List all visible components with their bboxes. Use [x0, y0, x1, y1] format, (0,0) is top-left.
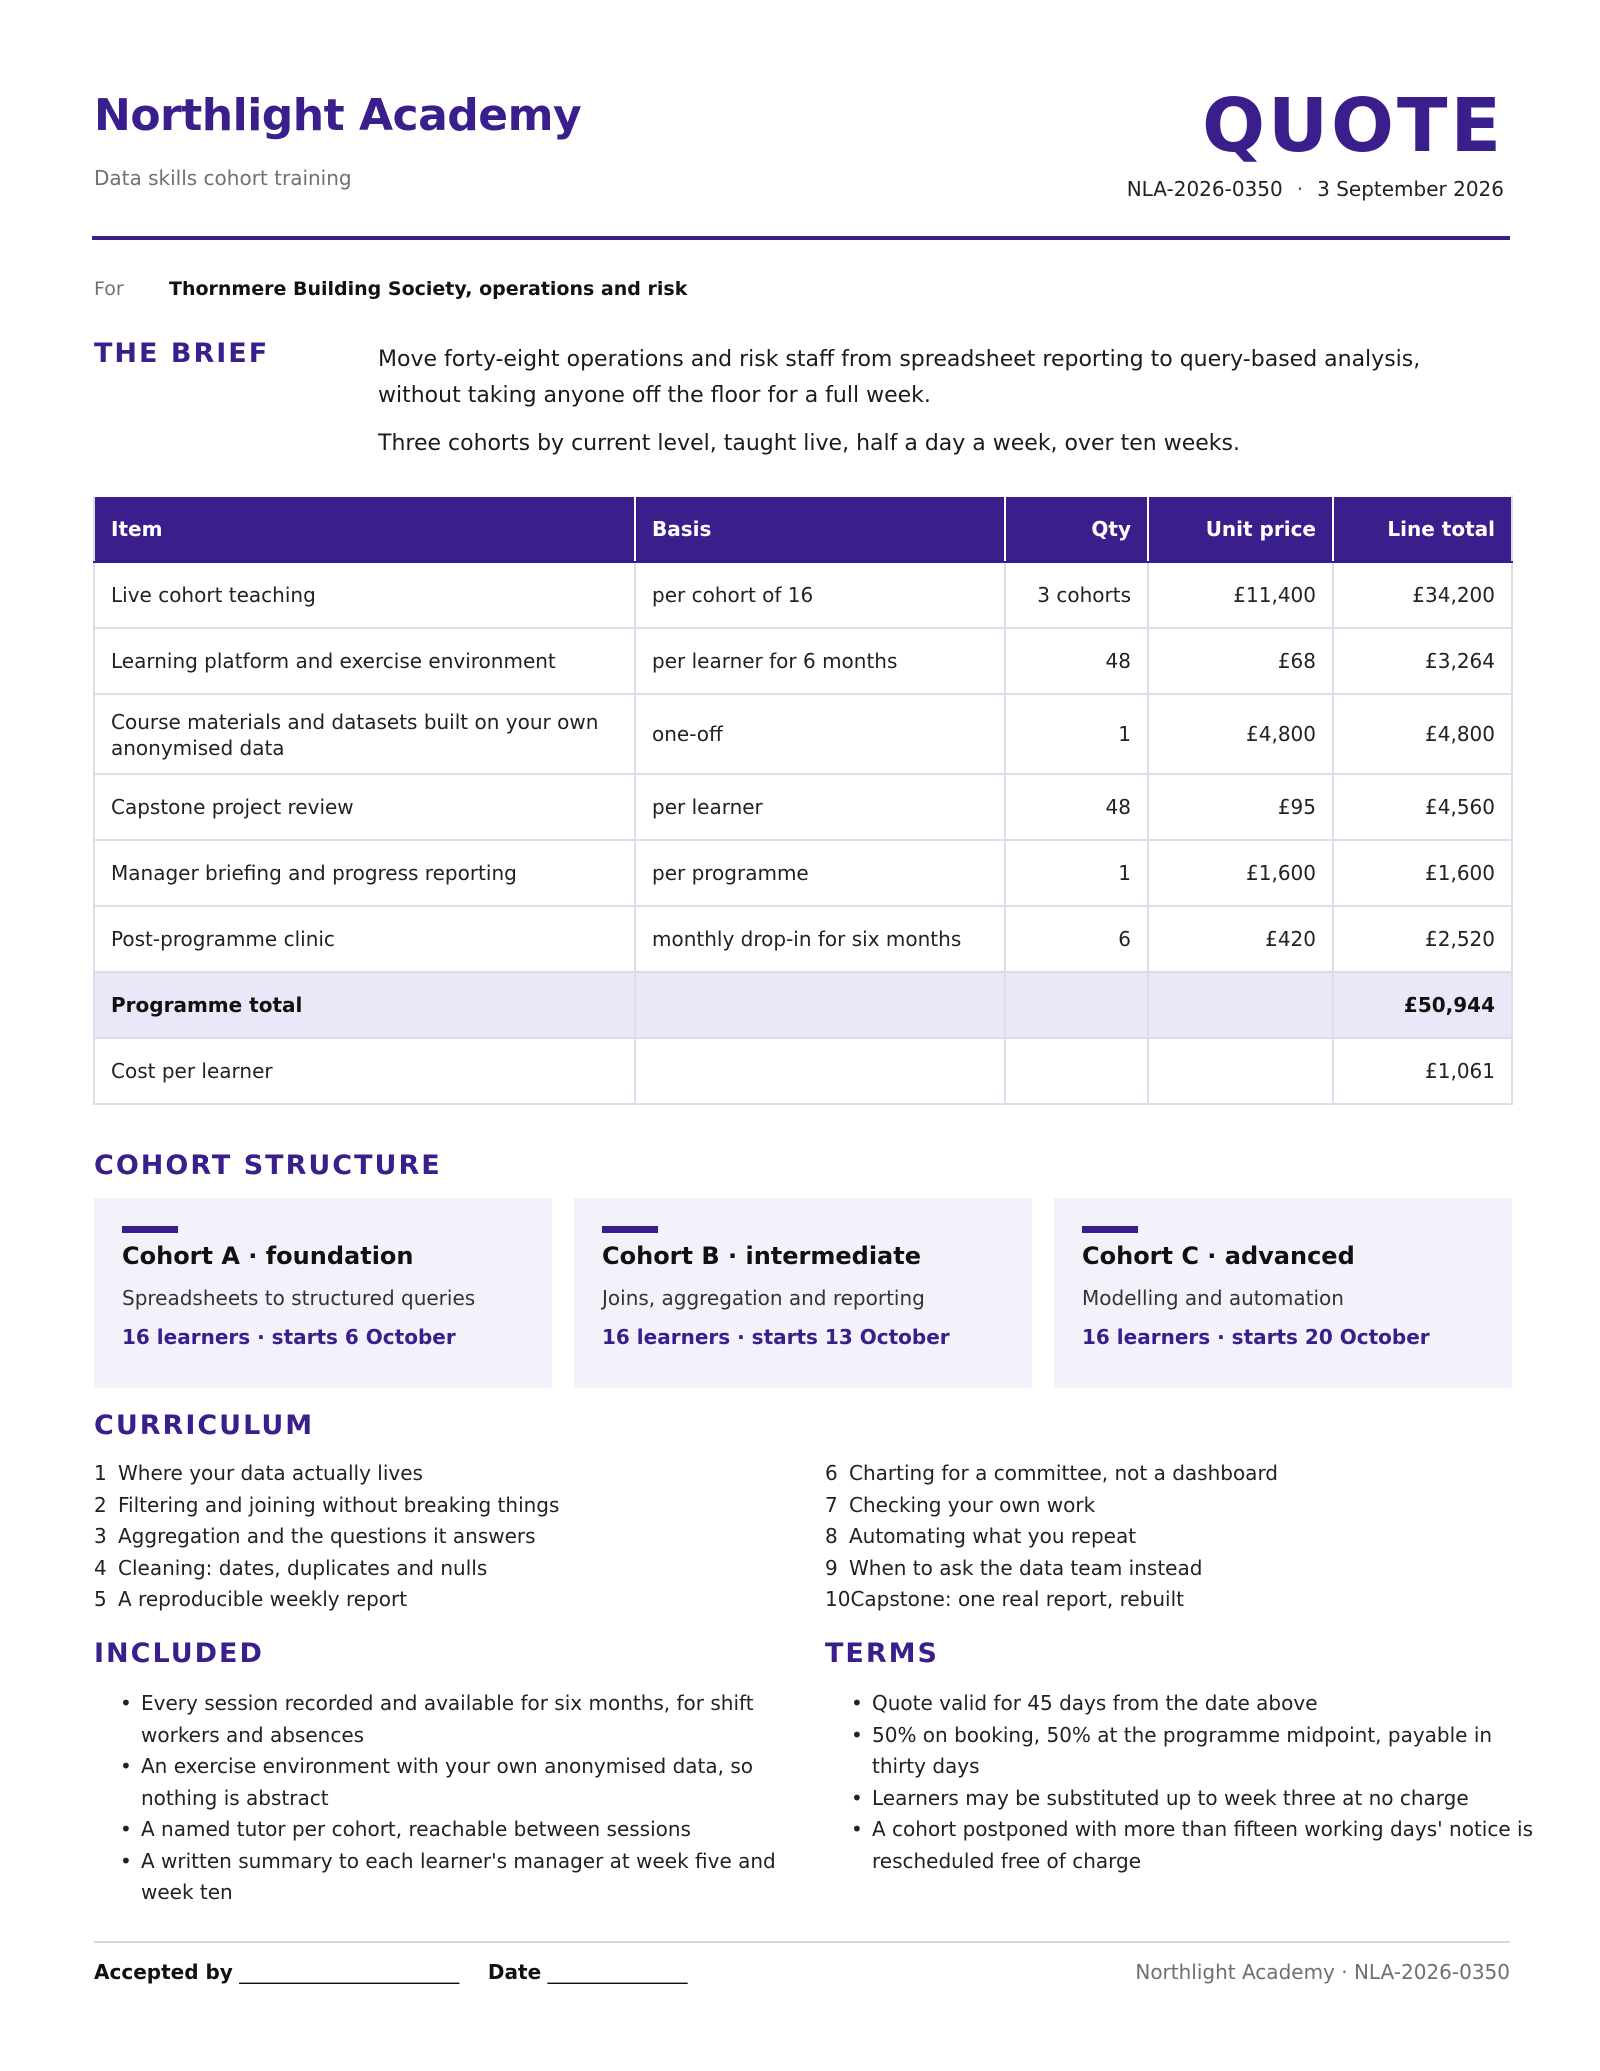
- acceptance-line: [94, 1960, 688, 1984]
- cell-line-total: £1,600: [1333, 840, 1512, 906]
- cell-qty: 48: [1005, 774, 1148, 840]
- cohort-description: Spreadsheets to structured queries: [122, 1286, 476, 1310]
- empty-cell: [1148, 1038, 1333, 1104]
- module-title: Cleaning: dates, duplicates and nulls: [118, 1555, 488, 1580]
- module-number: 5: [94, 1587, 107, 1611]
- included-item: • Every session recorded and available for six months, for shift workers and absences: [94, 1688, 814, 1751]
- cell-qty: 1: [1005, 694, 1148, 774]
- brand-name: Northlight Academy: [94, 90, 582, 141]
- cell-line-total: £4,800: [1333, 694, 1512, 774]
- module-number: 3: [94, 1524, 107, 1548]
- cell-qty: 48: [1005, 628, 1148, 694]
- cell-basis: one-off: [635, 694, 1005, 774]
- brief-paragraph: Move forty-eight operations and risk staff from spreadsheet reporting to query-based analysis, without taking anyone off the floor for a full week.: [378, 347, 1421, 408]
- terms-list: [825, 1688, 1540, 1877]
- document-type-title: QUOTE: [1202, 83, 1504, 169]
- module-number: 9: [825, 1555, 838, 1580]
- empty-cell: [635, 1038, 1005, 1104]
- cohort-card: [94, 1198, 552, 1388]
- cell-unit-price: £4,800: [1148, 694, 1333, 774]
- cell-basis: per cohort of 16: [635, 562, 1005, 628]
- footer-reference: Northlight Academy · NLA-2026-0350: [1135, 1960, 1510, 1984]
- accepted-by-label: Accepted by: [94, 1960, 233, 1984]
- module-title: When to ask the data team instead: [849, 1555, 1203, 1580]
- curriculum-item: [825, 1553, 1278, 1585]
- cell-qty: 1: [1005, 840, 1148, 906]
- curriculum-item: [825, 1490, 1278, 1522]
- curriculum-item: [825, 1458, 1278, 1490]
- module-title: A reproducible weekly report: [118, 1587, 408, 1611]
- table-row: [94, 906, 1512, 972]
- cell-item: Learning platform and exercise environment: [94, 628, 635, 694]
- column-header-basis: Basis: [635, 496, 1005, 562]
- curriculum-heading: CURRICULUM: [94, 1410, 315, 1441]
- table-row: [94, 840, 1512, 906]
- client-name: Thornmere Building Society, operations and risk: [169, 278, 688, 300]
- header-divider: [92, 236, 1510, 240]
- column-header-item: Item: [94, 496, 635, 562]
- column-header-qty: Qty: [1005, 496, 1148, 562]
- cohort-accent-bar: [122, 1226, 178, 1233]
- included-item: • An exercise environment with your own anonymised data, so nothing is abstract: [94, 1751, 814, 1814]
- for-label: For: [94, 278, 124, 300]
- table-header-row: [94, 496, 1512, 562]
- pricing-table: [93, 495, 1513, 1105]
- module-number: 4: [94, 1555, 107, 1580]
- curriculum-item: [94, 1458, 559, 1490]
- table-row: [94, 562, 1512, 628]
- cell-qty: 6: [1005, 906, 1148, 972]
- cell-line-total: £34,200: [1333, 562, 1512, 628]
- module-title: Filtering and joining without breaking things: [118, 1492, 560, 1517]
- cohort-title: Cohort A · foundation: [122, 1242, 414, 1270]
- module-number: 10: [825, 1587, 851, 1611]
- date-line[interactable]: ______________: [547, 1960, 688, 1984]
- included-item: • A written summary to each learner's manager at week five and week ten: [94, 1846, 814, 1909]
- module-title: Aggregation and the questions it answers: [118, 1524, 536, 1548]
- cohort-card: [574, 1198, 1032, 1388]
- curriculum-list-right: [825, 1458, 1278, 1616]
- table-row: [94, 628, 1512, 694]
- signature-line[interactable]: ______________________: [239, 1960, 460, 1984]
- curriculum-item: [825, 1584, 1278, 1616]
- cost-per-learner-row: [94, 1038, 1512, 1104]
- cell-item: Capstone project review: [94, 774, 635, 840]
- terms-heading: TERMS: [825, 1638, 939, 1669]
- brand-tagline: Data skills cohort training: [94, 166, 352, 190]
- empty-cell: [1005, 1038, 1148, 1104]
- cohort-meta: 16 learners · starts 20 October: [1082, 1325, 1430, 1349]
- cohort-meta: 16 learners · starts 6 October: [122, 1325, 456, 1349]
- cell-unit-price: £420: [1148, 906, 1333, 972]
- empty-cell: [635, 972, 1005, 1038]
- module-title: Automating what you repeat: [849, 1524, 1137, 1548]
- terms-item: • A cohort postponed with more than fifteen working days' notice is rescheduled free of charge: [825, 1814, 1540, 1877]
- module-number: 1: [94, 1461, 107, 1485]
- terms-item: • Learners may be substituted up to week three at no charge: [825, 1783, 1540, 1815]
- brief-paragraph: Three cohorts by current level, taught live, half a day a week, over ten weeks.: [378, 431, 1240, 456]
- terms-item: • Quote valid for 45 days from the date above: [825, 1688, 1540, 1720]
- cell-item: Post-programme clinic: [94, 906, 635, 972]
- cohort-title: Cohort C · advanced: [1082, 1242, 1355, 1270]
- cell-item: Manager briefing and progress reporting: [94, 840, 635, 906]
- cell-basis: per learner: [635, 774, 1005, 840]
- table-row: [94, 774, 1512, 840]
- module-title: Capstone: one real report, rebuilt: [850, 1587, 1184, 1611]
- cell-basis: per programme: [635, 840, 1005, 906]
- empty-cell: [1148, 972, 1333, 1038]
- curriculum-item: [94, 1521, 559, 1553]
- terms-item: • 50% on booking, 50% at the programme midpoint, payable in thirty days: [825, 1720, 1540, 1783]
- curriculum-item: [94, 1490, 559, 1522]
- cost-per-learner-value: £1,061: [1333, 1038, 1512, 1104]
- cost-per-learner-label: Cost per learner: [94, 1038, 635, 1104]
- brief-body: [378, 342, 1488, 474]
- module-title: Where your data actually lives: [118, 1461, 423, 1485]
- table-row: [94, 694, 1512, 774]
- brief-heading: THE BRIEF: [94, 338, 270, 369]
- cell-line-total: £3,264: [1333, 628, 1512, 694]
- date-label: Date: [487, 1960, 542, 1984]
- module-number: 6: [825, 1461, 838, 1485]
- cell-basis: per learner for 6 months: [635, 628, 1005, 694]
- column-header-line-total: Line total: [1333, 496, 1512, 562]
- column-header-unit-price: Unit price: [1148, 496, 1333, 562]
- module-number: 2: [94, 1492, 107, 1517]
- cell-line-total: £2,520: [1333, 906, 1512, 972]
- programme-total-row: [94, 972, 1512, 1038]
- cell-unit-price: £68: [1148, 628, 1333, 694]
- cell-qty: 3 cohorts: [1005, 562, 1148, 628]
- module-title: Checking your own work: [849, 1492, 1096, 1517]
- cell-unit-price: £1,600: [1148, 840, 1333, 906]
- cohort-meta: 16 learners · starts 13 October: [602, 1325, 950, 1349]
- cohort-title: Cohort B · intermediate: [602, 1242, 921, 1270]
- meta-separator: ·: [1296, 177, 1304, 201]
- cell-item: Course materials and datasets built on your own anonymised data: [94, 694, 635, 774]
- curriculum-list-left: [94, 1458, 559, 1616]
- curriculum-item: [94, 1584, 559, 1616]
- cell-line-total: £4,560: [1333, 774, 1512, 840]
- curriculum-item: [94, 1553, 559, 1585]
- footer-divider: [94, 1941, 1510, 1943]
- cohort-accent-bar: [1082, 1226, 1138, 1233]
- included-list: [94, 1688, 814, 1909]
- cohort-description: Joins, aggregation and reporting: [602, 1286, 925, 1310]
- document-meta: [1127, 177, 1504, 201]
- module-number: 7: [825, 1492, 838, 1517]
- cohort-accent-bar: [602, 1226, 658, 1233]
- cell-unit-price: £11,400: [1148, 562, 1333, 628]
- module-title: Charting for a committee, not a dashboard: [849, 1461, 1279, 1485]
- quote-reference: NLA-2026-0350: [1126, 177, 1283, 201]
- empty-cell: [1005, 972, 1148, 1038]
- quote-date: 3 September 2026: [1317, 177, 1504, 201]
- cell-unit-price: £95: [1148, 774, 1333, 840]
- cohort-structure-heading: COHORT STRUCTURE: [94, 1150, 442, 1181]
- cell-basis: monthly drop-in for six months: [635, 906, 1005, 972]
- included-heading: INCLUDED: [94, 1638, 264, 1669]
- cohort-card: [1054, 1198, 1512, 1388]
- programme-total-value: £50,944: [1333, 972, 1512, 1038]
- module-number: 8: [825, 1524, 838, 1548]
- cell-item: Live cohort teaching: [94, 562, 635, 628]
- curriculum-item: [825, 1521, 1278, 1553]
- cohort-description: Modelling and automation: [1082, 1286, 1344, 1310]
- programme-total-label: Programme total: [94, 972, 635, 1038]
- included-item: • A named tutor per cohort, reachable between sessions: [94, 1814, 814, 1846]
